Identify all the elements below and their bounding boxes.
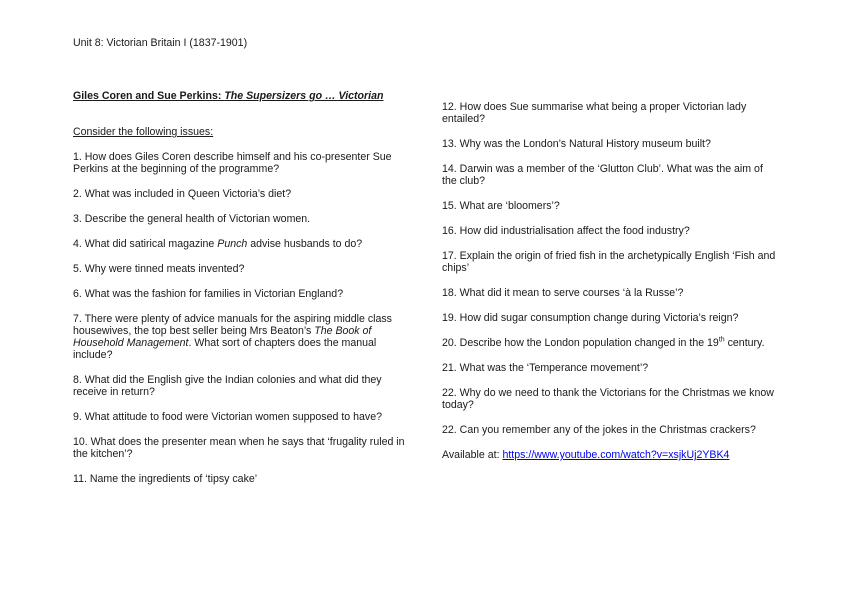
question-text: 17. Explain the origin of fried fish in the archetypically English ‘Fish and chips’ — [442, 250, 776, 274]
question-text: 16. How did industrialisation affect the food industry? — [442, 225, 690, 237]
question-9 — [73, 411, 408, 423]
q20-before: 20. Describe how the London population changed in the 19 — [442, 337, 719, 349]
q20-superscript: th — [718, 336, 725, 344]
question-18 — [442, 287, 777, 299]
question-2 — [73, 188, 408, 200]
question-6 — [73, 288, 408, 300]
youtube-link[interactable]: https://www.youtube.com/watch?v=xsjkUj2YBK4 — [502, 449, 730, 461]
question-20 — [442, 337, 777, 349]
question-1 — [73, 151, 408, 175]
question-3 — [73, 213, 408, 225]
question-text: 21. What was the ‘Temperance movement’? — [442, 362, 649, 374]
question-text: 19. How did sugar consumption change during Victoria’s reign? — [442, 312, 739, 324]
question-text: 6. What was the fashion for families in Victorian England? — [73, 288, 344, 300]
question-12 — [442, 101, 777, 125]
question-text: 18. What did it mean to serve courses ‘à la Russe’? — [442, 287, 684, 299]
q4-before: 4. What did satirical magazine — [73, 238, 218, 250]
question-text: 5. Why were tinned meats invented? — [73, 263, 245, 275]
question-22a — [442, 387, 777, 411]
question-5 — [73, 263, 408, 275]
question-text: 22. Why do we need to thank the Victorians for the Christmas we know today? — [442, 387, 774, 411]
title-italic: The Supersizers go … Victorian — [224, 90, 384, 102]
question-8 — [73, 374, 408, 398]
q7-after: . What sort of chapters does the manual include? — [73, 337, 377, 361]
question-text: 10. What does the presenter mean when he says that ‘frugality ruled in the kitchen’? — [73, 436, 405, 460]
question-text — [442, 337, 777, 349]
title-plain: Giles Coren and Sue Perkins: — [73, 90, 225, 102]
question-text: 11. Name the ingredients of ‘tipsy cake’ — [73, 473, 258, 485]
subheading: Consider the following issues: — [73, 126, 214, 138]
question-22b — [442, 424, 777, 436]
available-at — [442, 449, 777, 461]
q4-italic: Punch — [217, 238, 248, 250]
question-15 — [442, 200, 777, 212]
question-text: 2. What was included in Queen Victoria’s diet? — [73, 188, 292, 200]
question-10 — [73, 436, 408, 460]
question-text: 3. Describe the general health of Victorian women. — [73, 213, 311, 225]
question-16 — [442, 225, 777, 237]
question-text: 13. Why was the London’s Natural History museum built? — [442, 138, 711, 150]
q20-after: century. — [724, 337, 765, 349]
question-21 — [442, 362, 777, 374]
question-14 — [442, 163, 777, 187]
q7-italic: The Book of Household Management — [73, 325, 372, 349]
question-text: 9. What attitude to food were Victorian women supposed to have? — [73, 411, 382, 423]
question-11 — [73, 473, 408, 485]
question-13 — [442, 138, 777, 150]
question-text: 1. How does Giles Coren describe himself and his co-presenter Sue Perkins at the beginning of the programme? — [73, 151, 392, 175]
question-19 — [442, 312, 777, 324]
left-column — [73, 90, 408, 498]
question-text — [73, 238, 408, 250]
question-text: 22. Can you remember any of the jokes in the Christmas crackers? — [442, 424, 756, 436]
q4-after: advise husbands to do? — [247, 238, 363, 250]
question-text: 14. Darwin was a member of the ‘Glutton Club’. What was the aim of the club? — [442, 163, 763, 187]
question-text: 8. What did the English give the Indian colonies and what did they receive in return? — [73, 374, 382, 398]
worksheet-title — [73, 90, 408, 102]
question-text: 12. How does Sue summarise what being a proper Victorian lady entailed? — [442, 101, 747, 125]
question-7 — [73, 313, 408, 361]
unit-header: Unit 8: Victorian Britain I (1837-1901) — [73, 37, 248, 49]
question-4 — [73, 238, 408, 250]
available-label: Available at: — [442, 449, 503, 461]
question-17 — [442, 250, 777, 274]
question-text: 15. What are ‘bloomers’? — [442, 200, 560, 212]
right-column — [442, 101, 777, 461]
question-text — [73, 313, 408, 361]
q7-before: 7. There were plenty of advice manuals for the aspiring middle class housewives, the top best seller being Mrs Beaton’s — [73, 313, 392, 337]
